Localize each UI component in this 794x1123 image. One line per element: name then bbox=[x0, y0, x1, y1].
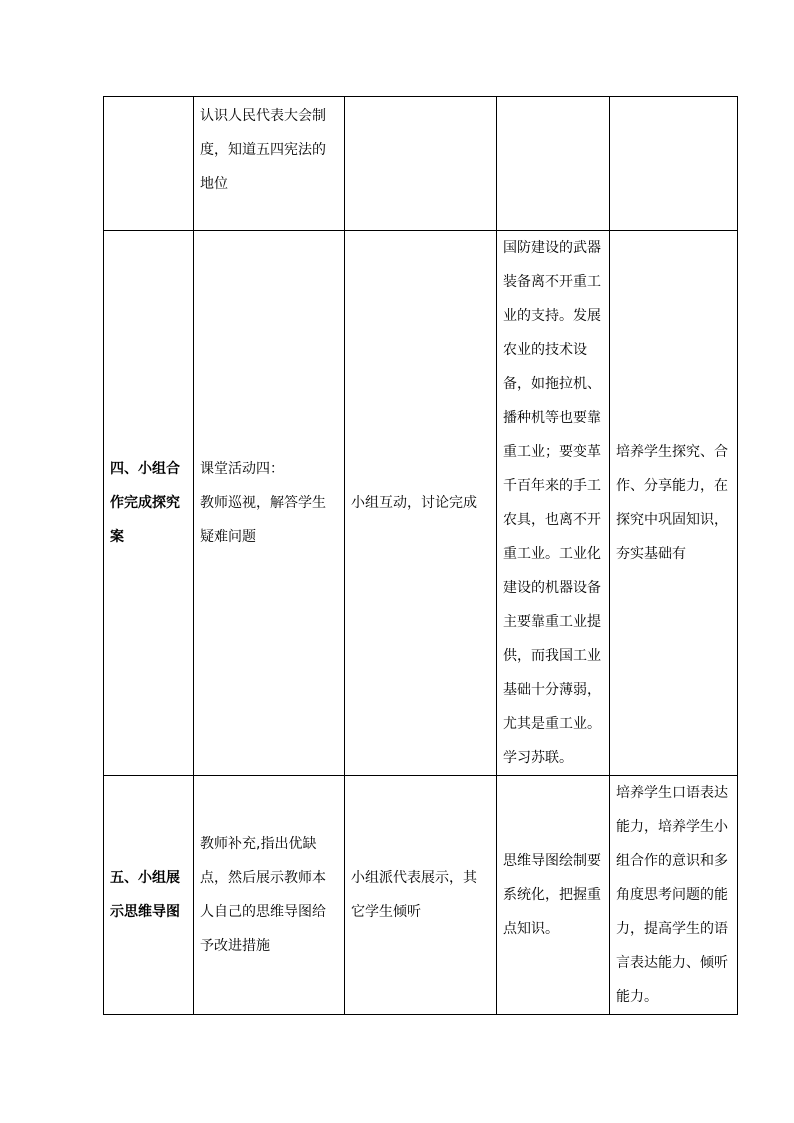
content-cell: 国防建设的武器装备离不开重工业的支持。发展农业的技术设备，如拖拉机、播种机等也要靠重工业；要变革千百年来的手工农具，也离不开重工业。工业化建设的机器设备主要靠重工业提供，而我国工业基础十分薄弱，尤其是重工业。 学习苏联。 bbox=[497, 231, 610, 776]
lesson-plan-table bbox=[103, 96, 738, 1015]
stage-cell bbox=[104, 97, 194, 231]
student-activity-cell bbox=[345, 97, 497, 231]
table-row bbox=[104, 776, 738, 1015]
teacher-activity-cell: 教师补充,指出优缺点，然后展示教师本人自己的思维导图给予改进措施 bbox=[194, 776, 345, 1015]
student-activity-cell: 小组互动，讨论完成 bbox=[345, 231, 497, 776]
stage-cell: 四、小组合作完成探究案 bbox=[104, 231, 194, 776]
teacher-activity-cell: 认识人民代表大会制度，知道五四宪法的地位 bbox=[194, 97, 345, 231]
intent-cell: 培养学生探究、合作、分享能力，在探究中巩固知识，夯实基础有 bbox=[610, 231, 738, 776]
teacher-activity-cell: 课堂活动四： 教师巡视，解答学生疑难问题 bbox=[194, 231, 345, 776]
content-cell bbox=[497, 97, 610, 231]
intent-cell: 培养学生口语表达能力，培养学生小组合作的意识和多角度思考问题的能力，提高学生的语言表达能力、倾听能力。 bbox=[610, 776, 738, 1015]
intent-cell bbox=[610, 97, 738, 231]
stage-cell: 五、小组展示思维导图 bbox=[104, 776, 194, 1015]
table-row bbox=[104, 97, 738, 231]
content-cell: 思维导图绘制要系统化，把握重点知识。 bbox=[497, 776, 610, 1015]
student-activity-cell: 小组派代表展示，其它学生倾听 bbox=[345, 776, 497, 1015]
table-row bbox=[104, 231, 738, 776]
